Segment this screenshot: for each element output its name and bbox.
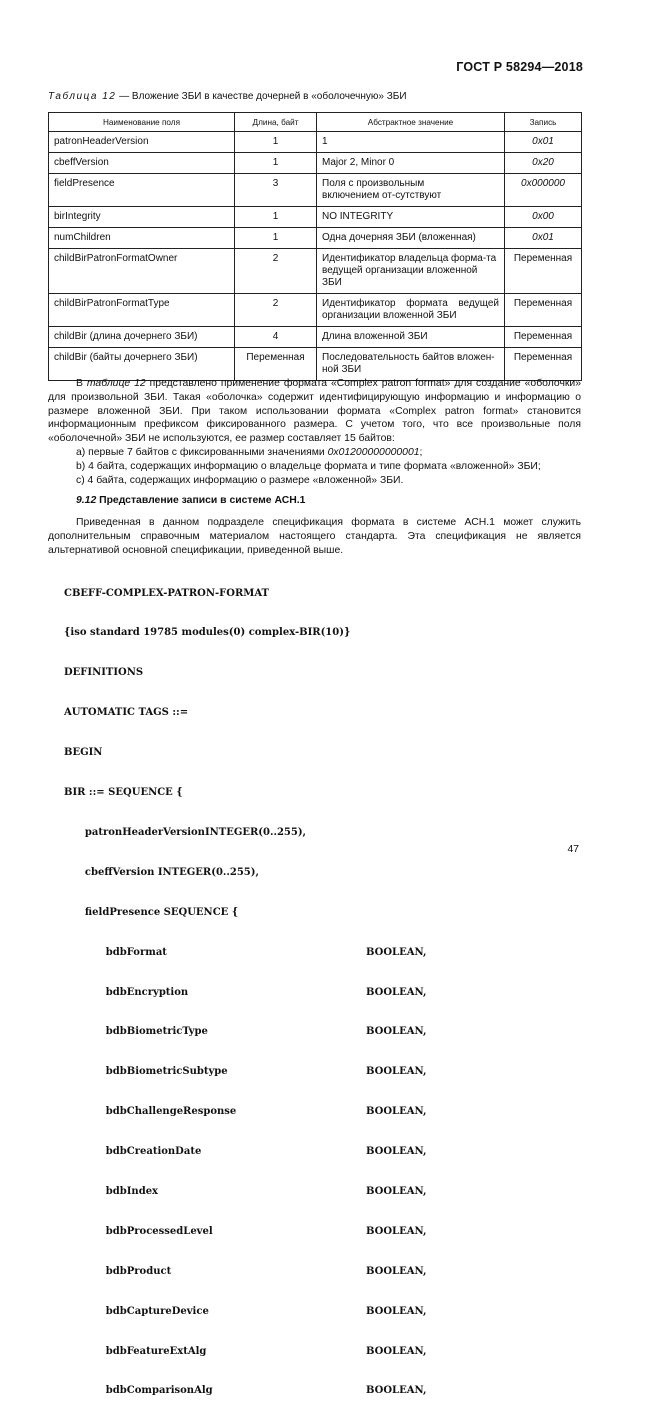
body-text-block-1 bbox=[48, 377, 581, 487]
field-type: BOOLEAN, bbox=[366, 1185, 427, 1197]
code-line: BEGIN bbox=[64, 747, 103, 759]
table-row bbox=[49, 228, 582, 249]
field-type: BOOLEAN, bbox=[366, 986, 427, 998]
code-field-line bbox=[64, 1305, 427, 1318]
table-row bbox=[49, 249, 582, 294]
table-row bbox=[49, 174, 582, 207]
asn1-code-listing bbox=[64, 560, 427, 1411]
cell-field: birIntegrity bbox=[49, 207, 235, 228]
cell-record: 0x00 bbox=[505, 207, 582, 228]
field-name: bdbIndex bbox=[105, 1185, 159, 1197]
body-text-block-2 bbox=[48, 516, 581, 557]
field-name: bdbFeatureExtAlg bbox=[105, 1345, 207, 1357]
cell-length: 3 bbox=[235, 174, 317, 207]
cell-record: Переменная bbox=[505, 348, 582, 381]
cell-record: 0x20 bbox=[505, 153, 582, 174]
cell-length: 1 bbox=[235, 207, 317, 228]
cell-value: Длина вложенной ЗБИ bbox=[317, 327, 505, 348]
field-name: bdbCreationDate bbox=[105, 1146, 202, 1158]
code-line: AUTOMATIC TAGS ::= bbox=[64, 707, 189, 719]
table-row bbox=[49, 132, 582, 153]
cell-length: 1 bbox=[235, 132, 317, 153]
field-type: BOOLEAN, bbox=[366, 1305, 427, 1317]
code-line: {iso standard 19785 modules(0) complex-BIR(10)} bbox=[64, 627, 351, 639]
code-field-line bbox=[64, 1185, 427, 1198]
code-field-line bbox=[64, 1265, 427, 1278]
list-item-b: b) 4 байта, содержащих информацию о владельце формата и типе формата «вложенной» ЗБИ; bbox=[76, 460, 541, 472]
field-type: BOOLEAN, bbox=[366, 946, 427, 958]
page-number: 47 bbox=[567, 844, 579, 855]
table-row bbox=[49, 207, 582, 228]
cell-field: cbeffVersion bbox=[49, 153, 235, 174]
code-field-line bbox=[64, 1225, 427, 1238]
section-heading bbox=[76, 495, 305, 506]
field-name: bdbBiometricType bbox=[105, 1026, 208, 1038]
table-reference: таблице 12 bbox=[86, 378, 146, 389]
table-row bbox=[49, 348, 582, 381]
cell-length: 4 bbox=[235, 327, 317, 348]
table-caption bbox=[48, 91, 407, 102]
cell-record: Переменная bbox=[505, 294, 582, 327]
column-header: Наименование поля bbox=[49, 113, 235, 132]
cell-length: 2 bbox=[235, 249, 317, 294]
cell-field: childBirPatronFormatOwner bbox=[49, 249, 235, 294]
paragraph-table-usage: В таблице 12 представлено применение формата «Complex patron format» для создание «оболочки» для произвольной ЗБИ. Такая «оболочка» содержит идентифицирующую информацию и информацию о размере вложенной ЗБИ. При таком использовании формата «Complex patron format» становится информационным префиксом фиксированного размера. С учетом того, что все произвольные поля «оболочечной» ЗБИ не используются, ее размер составляет 15 байтов: bbox=[48, 378, 581, 445]
field-name: bdbFormat bbox=[105, 946, 167, 958]
table-row bbox=[49, 153, 582, 174]
paragraph-asn1-note: Приведенная в данном подразделе спецификация формата в системе АСН.1 может служить дополнительным справочным материалом настоящего стандарта. Эта спецификация не является альтернативой основной спецификации, приведенной выше. bbox=[48, 517, 581, 556]
cell-length: 2 bbox=[235, 294, 317, 327]
list-item-c: с) 4 байта, содержащих информацию о размере «вложенной» ЗБИ. bbox=[76, 474, 404, 486]
code-line: patronHeaderVersionINTEGER(0..255), bbox=[64, 826, 307, 838]
field-type: BOOLEAN, bbox=[366, 1146, 427, 1158]
code-field-line bbox=[64, 1145, 427, 1158]
field-name: bdbBiometricSubtype bbox=[105, 1066, 228, 1078]
cell-value: Поля с произвольным включением от-сутствуют bbox=[317, 174, 505, 207]
cell-record: Переменная bbox=[505, 249, 582, 294]
section-number: 9.12 bbox=[76, 495, 97, 506]
cell-length: 1 bbox=[235, 153, 317, 174]
code-field-line bbox=[64, 986, 427, 999]
cell-record: 0x01 bbox=[505, 228, 582, 249]
code-field-line bbox=[64, 946, 427, 959]
cell-length: Переменная bbox=[235, 348, 317, 381]
cell-length: 1 bbox=[235, 228, 317, 249]
table-row bbox=[49, 327, 582, 348]
code-field-line bbox=[64, 1025, 427, 1038]
field-type: BOOLEAN, bbox=[366, 1066, 427, 1078]
field-type: BOOLEAN, bbox=[366, 1225, 427, 1237]
code-line: CBEFF-COMPLEX-PATRON-FORMAT bbox=[64, 587, 269, 599]
table-header-row bbox=[49, 113, 582, 132]
code-field-line bbox=[64, 1105, 427, 1118]
field-type: BOOLEAN, bbox=[366, 1106, 427, 1118]
cell-value: Одна дочерняя ЗБИ (вложенная) bbox=[317, 228, 505, 249]
code-line: DEFINITIONS bbox=[64, 667, 144, 679]
section-title: Представление записи в системе АСН.1 bbox=[96, 495, 306, 506]
cell-value: Последовательность байтов вложен-ной ЗБИ bbox=[317, 348, 505, 381]
code-field-line bbox=[64, 1384, 427, 1397]
field-name: bdbProduct bbox=[105, 1265, 172, 1277]
list-item-a: а) первые 7 байтов с фиксированными значениями 0x01200000000001; bbox=[76, 446, 423, 458]
cell-value: Major 2, Minor 0 bbox=[317, 153, 505, 174]
cell-value: NO INTEGRITY bbox=[317, 207, 505, 228]
field-type: BOOLEAN, bbox=[366, 1385, 427, 1397]
code-field-line bbox=[64, 1345, 427, 1358]
field-name: bdbCaptureDevice bbox=[105, 1305, 209, 1317]
table-caption-text: — Вложение ЗБИ в качестве дочерней в «оболочечную» ЗБИ bbox=[116, 91, 407, 102]
cell-field: patronHeaderVersion bbox=[49, 132, 235, 153]
column-header: Запись bbox=[505, 113, 582, 132]
cell-value: Идентификатор формата ведущей организации вложенной ЗБИ bbox=[317, 294, 505, 327]
field-name: bdbComparisonAlg bbox=[105, 1385, 213, 1397]
field-type: BOOLEAN, bbox=[366, 1345, 427, 1357]
cell-field: fieldPresence bbox=[49, 174, 235, 207]
table-12 bbox=[48, 112, 582, 381]
cell-field: numChildren bbox=[49, 228, 235, 249]
code-line: cbeffVersion INTEGER(0..255), bbox=[64, 866, 259, 878]
column-header: Длина, байт bbox=[235, 113, 317, 132]
cell-record: 0x000000 bbox=[505, 174, 582, 207]
code-line: fieldPresence SEQUENCE { bbox=[64, 906, 239, 918]
field-name: bdbChallengeResponse bbox=[105, 1106, 237, 1118]
cell-value: Идентификатор владельца форма-та ведущей организации вложенной ЗБИ bbox=[317, 249, 505, 294]
cell-field: childBir (байты дочернего ЗБИ) bbox=[49, 348, 235, 381]
document-code: ГОСТ Р 58294—2018 bbox=[456, 60, 583, 74]
code-line: BIR ::= SEQUENCE { bbox=[64, 787, 183, 799]
table-caption-label: Таблица 12 bbox=[48, 91, 117, 102]
cell-record: Переменная bbox=[505, 327, 582, 348]
column-header: Абстрактное значение bbox=[317, 113, 505, 132]
field-type: BOOLEAN, bbox=[366, 1026, 427, 1038]
field-name: bdbProcessedLevel bbox=[105, 1225, 213, 1237]
table-row bbox=[49, 294, 582, 327]
cell-field: childBirPatronFormatType bbox=[49, 294, 235, 327]
field-type: BOOLEAN, bbox=[366, 1265, 427, 1277]
field-name: bdbEncryption bbox=[105, 986, 189, 998]
code-field-line bbox=[64, 1065, 427, 1078]
cell-value: 1 bbox=[317, 132, 505, 153]
cell-field: childBir (длина дочернего ЗБИ) bbox=[49, 327, 235, 348]
cell-record: 0x01 bbox=[505, 132, 582, 153]
